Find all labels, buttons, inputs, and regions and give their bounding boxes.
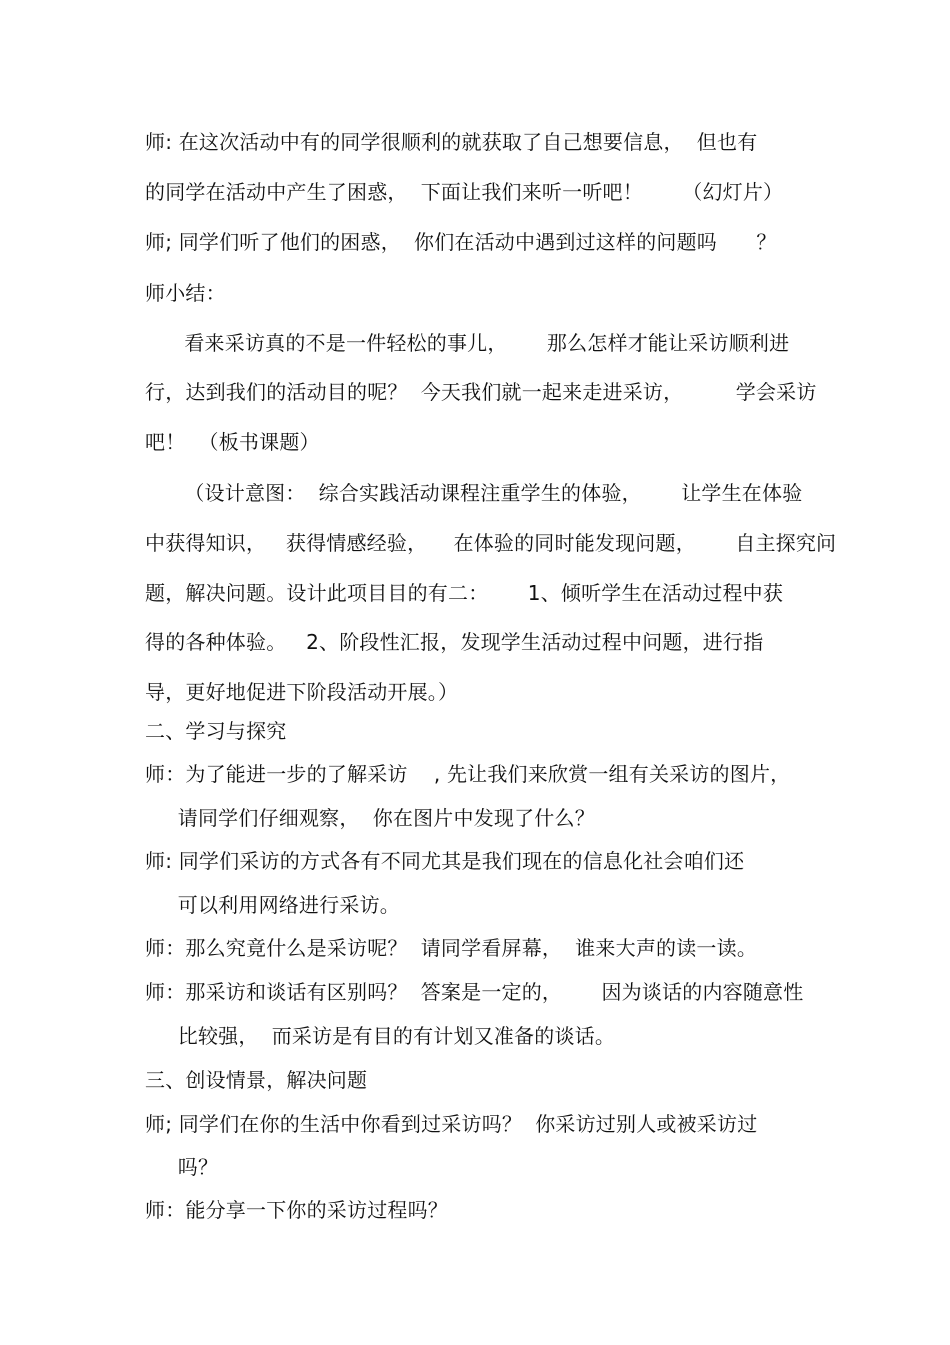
text-line: 师; 同学们听了他们的困惑， 你们在活动中遇到过这样的问题吗 ？ bbox=[145, 230, 777, 254]
paragraph-line: 行，达到我们的活动目的呢？ 今天我们就一起来走进采访， 学会采访 bbox=[145, 380, 817, 404]
section-heading: 三、创设情景，解决问题 bbox=[145, 1068, 368, 1092]
design-intent-line: （设计意图： 综合实践活动课程注重学生的体验， 让学生在体验 bbox=[145, 481, 803, 505]
paragraph-line: 看来采访真的不是一件轻松的事儿， 那么怎样才能让采访顺利进 bbox=[145, 331, 790, 355]
dialogue-line: 可以利用网络进行采访。 bbox=[145, 893, 400, 917]
dialogue-line: 师: 同学们采访的方式各有不同尤其是我们现在的信息化社会咱们还 bbox=[145, 849, 745, 873]
design-intent-line: 题，解决问题。设计此项目目的有二： 1、倾听学生在活动过程中获 bbox=[145, 581, 784, 605]
dialogue-line: 师：那么究竟什么是采访呢？ 请同学看屏幕， 谁来大声的读一读。 bbox=[145, 936, 758, 960]
text-line: 的同学在活动中产生了困惑， 下面让我们来听一听吧！ （幻灯片） bbox=[145, 180, 784, 204]
design-intent-line: 中获得知识， 获得情感经验， 在体验的同时能发现问题， 自主探究问 bbox=[145, 531, 837, 555]
section-label: 师小结： bbox=[145, 281, 226, 305]
dialogue-line: 师：能分享一下你的采访过程吗？ bbox=[145, 1198, 448, 1222]
section-heading: 二、学习与探究 bbox=[145, 719, 287, 743]
paragraph-line: 吧！ （板书课题） bbox=[145, 430, 320, 454]
dialogue-line: 请同学们仔细观察， 你在图片中发现了什么？ bbox=[145, 806, 595, 830]
design-intent-line: 得的各种体验。 2、阶段性汇报，发现学生活动过程中问题，进行指 bbox=[145, 630, 764, 654]
dialogue-line: 师：那采访和谈话有区别吗？ 答案是一定的， 因为谈话的内容随意性 bbox=[145, 980, 804, 1004]
text-line: 师: 在这次活动中有的同学很顺利的就获取了自己想要信息， 但也有 bbox=[145, 130, 758, 154]
design-intent-line: 导，更好地促进下阶段活动开展。） bbox=[145, 680, 459, 704]
dialogue-line: 吗？ bbox=[145, 1155, 219, 1179]
dialogue-line: 师：为了能进一步的了解采访 , 先让我们来欣赏一组有关采访的图片， bbox=[145, 762, 791, 786]
dialogue-line: 比较强， 而采访是有目的有计划又准备的谈话。 bbox=[145, 1024, 616, 1048]
dialogue-line: 师; 同学们在你的生活中你看到过采访吗？ 你采访过别人或被采访过 bbox=[145, 1112, 758, 1136]
